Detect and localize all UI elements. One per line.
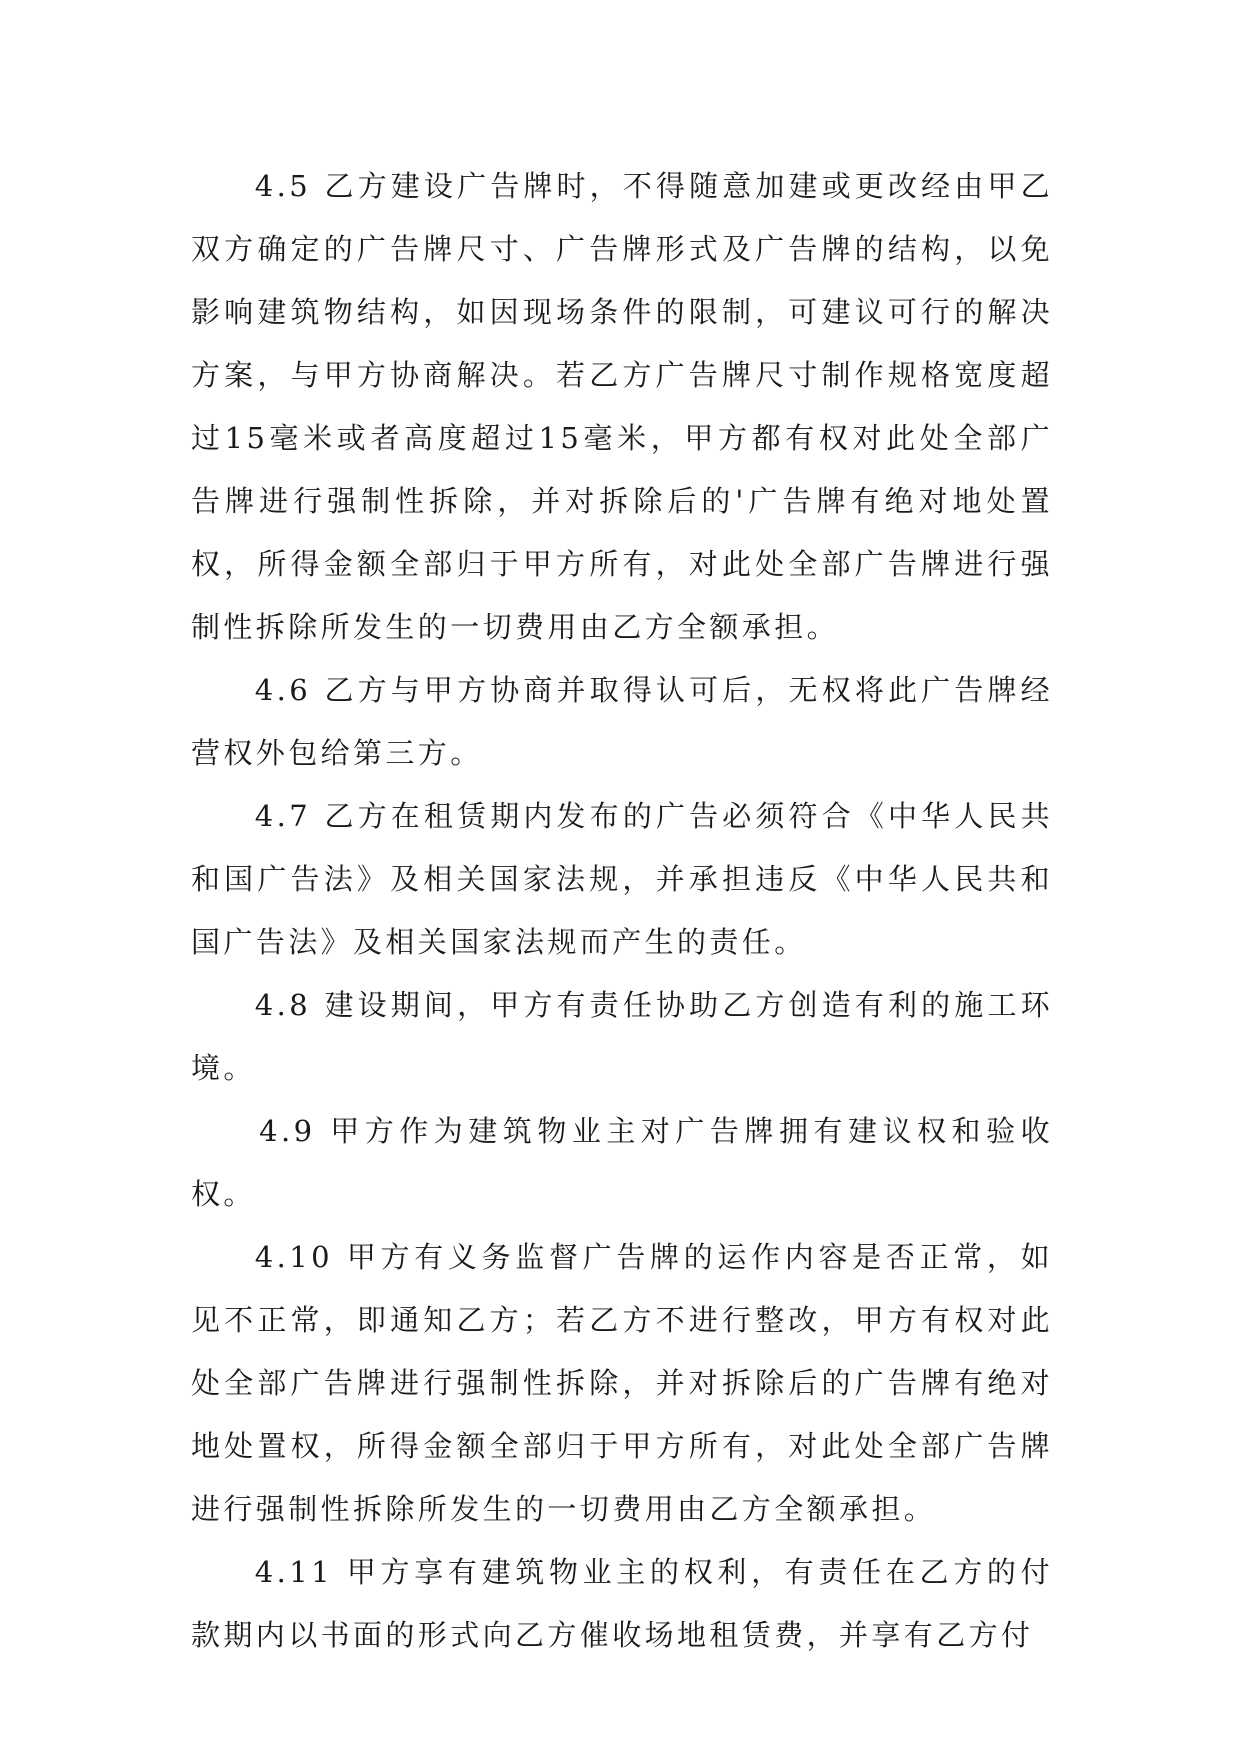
- document-body: [191, 155, 1053, 1667]
- clause-4-5: 4.5 乙方建设广告牌时，不得随意加建或更改经由甲乙双方确定的广告牌尺寸、广告牌形式及广告牌的结构，以免影响建筑物结构，如因现场条件的限制，可建议可行的解决方案，与甲方协商解决。若乙方广告牌尺寸制作规格宽度超过15毫米或者高度超过15毫米，甲方都有权对此处全部广告牌进行强制性拆除，并对拆除后的'广告牌有绝对地处置权，所得金额全部归于甲方所有，对此处全部广告牌进行强制性拆除所发生的一切费用由乙方全额承担。: [191, 169, 1053, 644]
- clause-4-9: 4.9 甲方作为建筑物业主对广告牌拥有建议权和验收权。: [191, 1114, 1053, 1211]
- clause-4-8: 4.8 建设期间，甲方有责任协助乙方创造有利的施工环境。: [191, 988, 1053, 1085]
- clause-4-10: 4.10 甲方有义务监督广告牌的运作内容是否正常，如见不正常，即通知乙方；若乙方不进行整改，甲方有权对此处全部广告牌进行强制性拆除，并对拆除后的广告牌有绝对地处置权，所得金额全部归于甲方所有，对此处全部广告牌进行强制性拆除所发生的一切费用由乙方全额承担。: [191, 1240, 1053, 1526]
- clause-4-7: 4.7 乙方在租赁期内发布的广告必须符合《中华人民共和国广告法》及相关国家法规，并承担违反《中华人民共和国广告法》及相关国家法规而产生的责任。: [191, 799, 1053, 959]
- clause-4-11: 4.11 甲方享有建筑物业主的权利，有责任在乙方的付款期内以书面的形式向乙方催收场地租赁费，并享有乙方付: [191, 1555, 1053, 1652]
- clause-4-6: 4.6 乙方与甲方协商并取得认可后，无权将此广告牌经营权外包给第三方。: [191, 673, 1053, 770]
